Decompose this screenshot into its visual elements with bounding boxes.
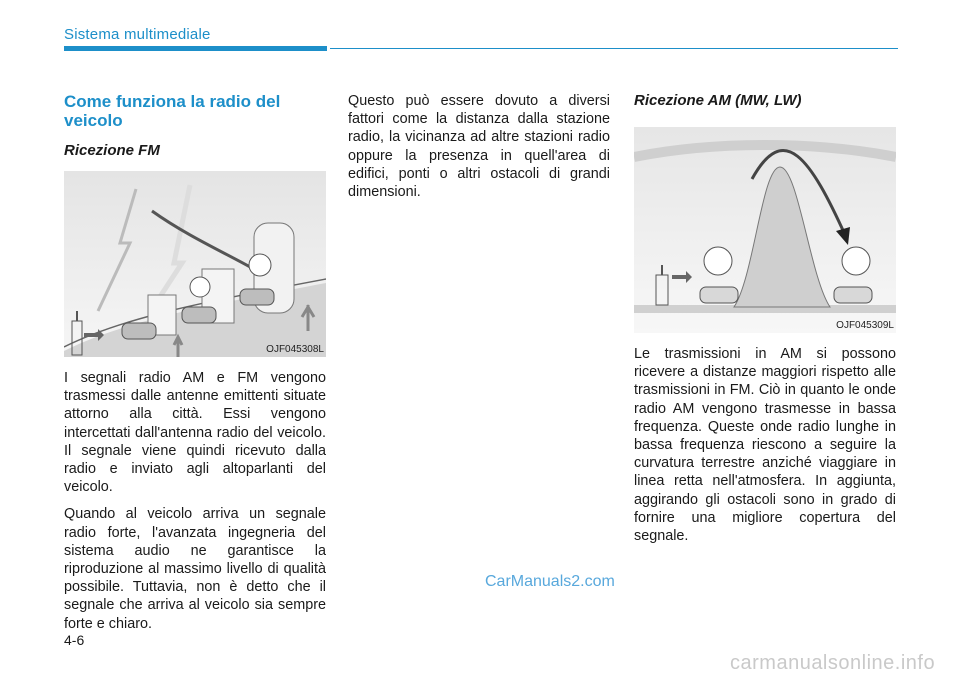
column-3 (634, 92, 896, 554)
figure-code: OJF045308L (266, 344, 324, 355)
fm-illustration (64, 171, 326, 357)
column-2 (348, 92, 610, 210)
paragraph: Quando al veicolo arriva un segnale radio forte, l'avanzata ingegneria del sistema audio ne garantisce la riproduzione al massimo livello di qualità possibile. Tuttavia, non è detto che il segnale che arriva al veicolo sia sempre forte e chiaro. (64, 506, 326, 632)
figure-code: OJF045309L (836, 320, 894, 331)
watermark-bottom[interactable]: carmanualsonline.info (730, 652, 936, 674)
fm-reception-figure (64, 171, 326, 357)
am-illustration (634, 127, 896, 333)
paragraph: Questo può essere dovuto a diversi fattori come la distanza dalla stazione radio, la vicinanza ad altre stazioni radio oppure la presenza in quell'area di edifici, ponti o altri ostacoli di grandi dimensioni. (348, 93, 610, 201)
page-number: 4-6 (64, 632, 85, 648)
am-subheading: Ricezione AM (MW, LW) (634, 92, 802, 109)
fm-subheading: Ricezione FM (64, 142, 160, 159)
paragraph: Le trasmissioni in AM si possono ricevere a distanze maggiori rispetto alle trasmissioni in FM. Ciò in quanto le onde radio AM vengono trasmesse in bassa frequenza. Queste onde radio lunghe in bassa frequenza riescono a seguire la curvatura terrestre anziché viaggiare in linea retta nell'atmosfera. In aggiunta, aggirando gli ostacoli sono in grado di fornire una migliore copertura del segnale. (634, 346, 896, 545)
column-1 (64, 92, 326, 642)
section-title: Sistema multimediale (64, 26, 211, 43)
watermark-top[interactable]: CarManuals2.com (485, 573, 615, 590)
header-rule-thick (64, 46, 327, 51)
page-heading: Come funziona la radio del veicolo (64, 92, 281, 130)
header-rule-thin (330, 48, 898, 49)
am-reception-figure (634, 127, 896, 333)
paragraph: I segnali radio AM e FM vengono trasmessi dalle antenne emittenti situate attorno alla città. Essi vengono intercettati dall'antenna radio del veicolo. Il segnale viene quindi ricevuto dalla radio e inviato agli altoparlanti del veicolo. (64, 370, 326, 496)
